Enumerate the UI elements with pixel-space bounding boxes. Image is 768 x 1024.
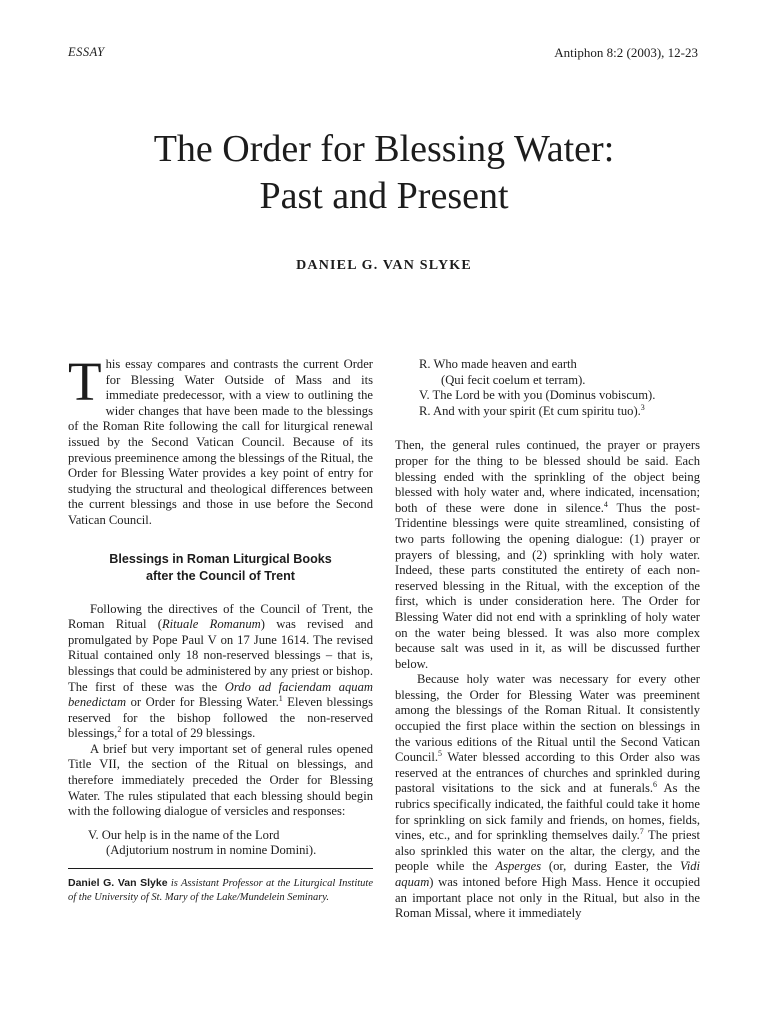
footnote-ref: 7	[639, 827, 644, 837]
text-run: ) was revised and promulgated by Pope Paul V on 17 June 1614. The revised Ritual contained only 18 non-reserved blessings – that is, blessings that could be administered by any priest or bishop. The first of these was the	[68, 617, 374, 694]
italic-term: Asperges	[495, 859, 542, 874]
paragraph-holy-water	[395, 672, 700, 922]
text-run: Thus the post-Tridentine blessings were quite streamlined, consisting of two parts following the opening dialogue: (1) prayer or prayers of blessing, and (2) sprinkling with holy water. Indeed, these parts constituted the entirety of each non-reserved blessing in the Ritual, with the exception of the first, which is under consideration here. The Order for Blessing Water did not end with a sprinkling of holy water on the water being blessed. It was also more complex because salt was used in it, as will be discussed further below.	[395, 500, 700, 671]
footnote-divider	[68, 868, 373, 869]
italic-term: Ordo ad faciendam aquam benedictam	[68, 679, 373, 710]
paragraph-general-rules-continued	[395, 438, 700, 672]
text-run: Because holy water was necessary for every other blessing, the Order for Blessing Water was preeminent among the blessings of the Roman Ritual. It consistently occupied the first place within the section on blessings in the various editions of the Ritual until the Second Vatican Council.	[395, 672, 700, 765]
text-run: Water blessed according to this Order also was reserved at the entrances of churches and sprinkled during pastoral visitations to the sick and at funerals.	[395, 750, 700, 796]
article-title-line-1: The Order for Blessing Water:	[153, 128, 615, 170]
right-column	[395, 357, 700, 922]
text-run: or Order for Blessing Water.	[126, 695, 279, 710]
journal-citation: Antiphon 8:2 (2003), 12-23	[554, 45, 698, 60]
footnote-affiliation: is Assistant Professor at the Liturgical Institute of the University of St. Mary of the Lake/Mundelein Seminary.	[68, 878, 373, 904]
versicle-line: V. The Lord be with you (Dominus vobiscum).	[419, 388, 656, 403]
response-line: R. Who made heaven and earth	[419, 357, 577, 371]
spacer	[395, 419, 700, 438]
section-heading-line-2: after the Council of Trent	[145, 568, 296, 583]
response-line	[419, 404, 700, 420]
italic-term: Rituale Romanum	[161, 617, 261, 632]
text-run: R. And with your spirit (Et cum spiritu tuo).	[419, 403, 641, 418]
italic-term: Vidi aquam	[395, 859, 700, 889]
intro-text: his essay compares and contrasts the current Order for Blessing Water Outside of Mass and its immediate predecessor, with a view to outlining the wider changes that have been made to the blessings of the Roman Rite following the call for liturgical renewal issued by the Second Vatican Council. Because of its previous preeminence among the blessings of the Ritual, the Order for Blessing Water provides a key point of entry for studying the structural and theological differences between the current blessings and those in use before the Second Vatican Council.	[68, 357, 373, 527]
text-run: Then, the general rules continued, the prayer or prayers proper for the thing to be blessed should be said. Each blessing ended with the sprinkling of the object being blessed with holy water and, where indicated, incensation; both of these were done in silence.	[395, 438, 700, 515]
text-run: Following the directives of the Council of Trent, the Roman Ritual (	[68, 601, 373, 632]
footnote-ref: 1	[278, 693, 283, 703]
text-run: ) was intoned before High Mass. Hence it occupied an important place not only in the Ritual, but also in the Roman Missal, where it immediately	[395, 875, 700, 921]
paragraph-general-rules: A brief but very important set of general rules opened Title VII, the section of the Ritual on blessings, and therefore immediately preceded the Order for Blessing Water. The rules stipulated that each blessing should begin with the following dialogue of versicles and responses:	[68, 741, 373, 819]
footnote-ref: 4	[603, 499, 608, 509]
footnote-ref: 5	[438, 749, 443, 759]
section-label: ESSAY	[68, 45, 105, 59]
versicle-latin: (Adjutorium nostrum in nomine Domini).	[106, 843, 317, 858]
text-run: for a total of 29 blessings.	[121, 726, 256, 741]
footnote-ref: 6	[653, 780, 658, 790]
left-column	[68, 351, 374, 905]
text-run: The priest also sprinkled this water on the altar, the clergy, and the people while the	[395, 828, 700, 874]
versicle-block	[88, 828, 373, 859]
intro-paragraph	[68, 351, 373, 529]
author-footnote	[68, 876, 373, 905]
footnote-ref: 3	[640, 402, 645, 412]
author-byline: DANIEL G. VAN SLYKE	[296, 258, 472, 273]
section-heading	[68, 551, 373, 585]
text-run: Eleven blessings reserved for the bishop followed the non-reserved blessings,	[68, 695, 373, 741]
footnote-ref: 2	[117, 725, 122, 735]
paragraph-ritual-revision	[68, 602, 373, 742]
drop-cap: T	[68, 351, 102, 412]
versicle-line: V. Our help is in the name of the Lord	[88, 827, 280, 842]
response-block	[419, 357, 700, 419]
article-title	[0, 126, 768, 220]
footnote-author-name: Daniel G. Van Slyke	[68, 877, 168, 890]
response-latin: (Qui fecit coelum et terram).	[441, 372, 586, 387]
section-heading-line-1: Blessings in Roman Liturgical Books	[109, 551, 332, 566]
text-run: As the rubrics specifically indicated, the faithful could take it home for sprinkling on sick family and friends, on homes, fields, vines, etc., and for sprinkling themselves daily.	[395, 781, 701, 843]
text-run: (or, during Easter, the	[541, 859, 680, 874]
article-title-line-2: Past and Present	[259, 175, 509, 217]
